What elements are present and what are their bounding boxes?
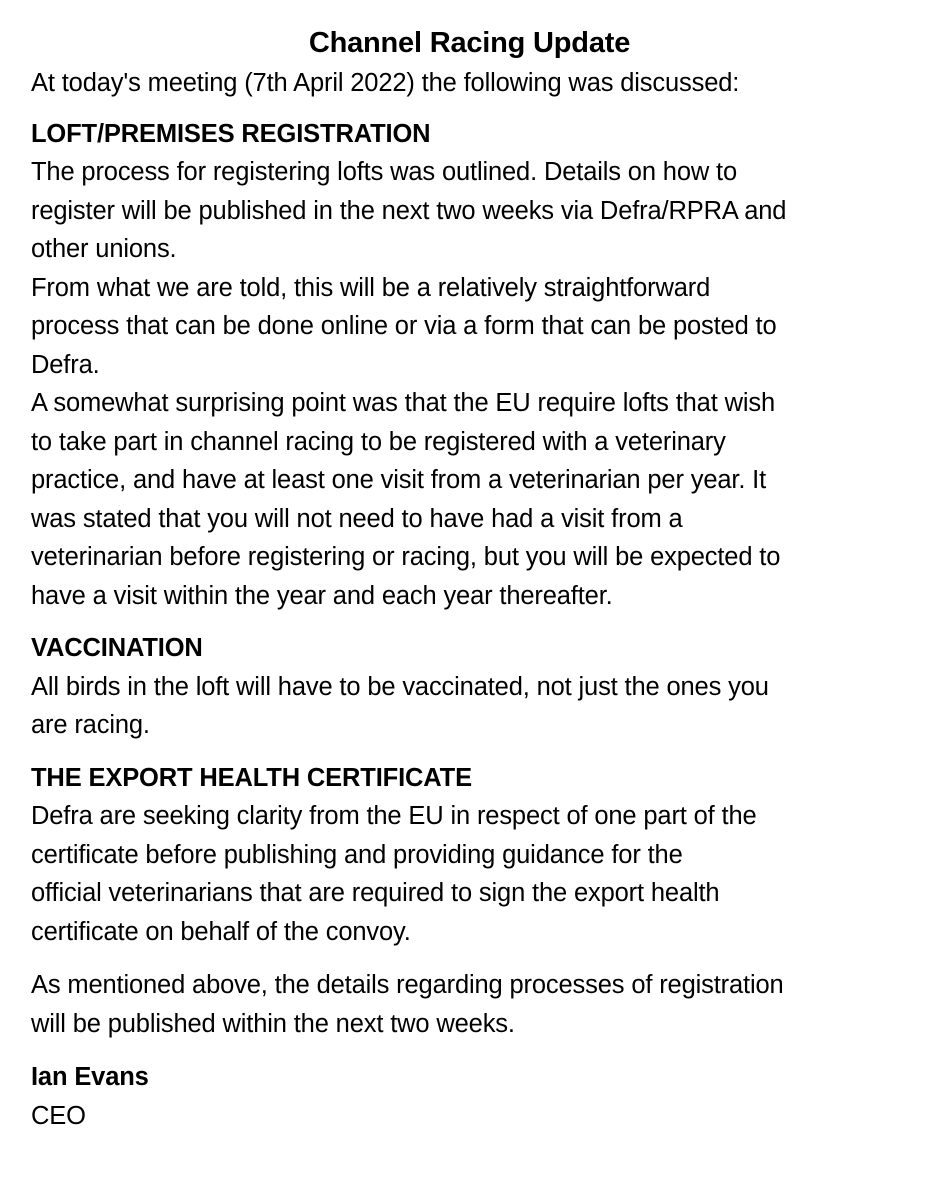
section-line: All birds in the loft will have to be vaccinated, not just the ones you [31, 672, 769, 701]
section-export-health-certificate [31, 759, 908, 952]
section-heading: THE EXPORT HEALTH CERTIFICATE [31, 763, 472, 792]
signature-role: CEO [31, 1101, 86, 1130]
section-vaccination [31, 629, 908, 745]
section-line: register will be published in the next two weeks via Defra/RPRA and [31, 196, 787, 225]
section-line: certificate before publishing and providing guidance for the [31, 840, 683, 869]
section-line: From what we are told, this will be a relatively straightforward [31, 273, 711, 302]
section-line: practice, and have at least one visit from a veterinarian per year. It [31, 466, 767, 494]
section-line: to take part in channel racing to be registered with a veterinary [31, 427, 726, 456]
closing-line: will be published within the next two weeks. [31, 1009, 515, 1038]
section-line: veterinarian before registering or racing, but you will be expected to [31, 543, 781, 571]
section-line: are racing. [31, 711, 150, 739]
section-line: have a visit within the year and each year thereafter. [31, 581, 613, 610]
section-line: A somewhat surprising point was that the EU require lofts that wish [31, 389, 775, 417]
section-line: Defra. [31, 350, 100, 379]
signature-name: Ian Evans [31, 1063, 149, 1091]
section-line: official veterinarians that are required to sign the export health [31, 879, 720, 907]
signature-block [31, 1058, 908, 1135]
section-line: other unions. [31, 235, 177, 263]
intro-text: At today's meeting (7th April 2022) the following was discussed: [31, 69, 740, 97]
section-line: process that can be done online or via a form that can be posted to [31, 312, 777, 340]
section-line: Defra are seeking clarity from the EU in respect of one part of the [31, 802, 757, 830]
closing-paragraph [31, 966, 908, 1043]
section-heading: LOFT/PREMISES REGISTRATION [31, 119, 431, 148]
section-loft-registration [31, 115, 908, 616]
section-line: was stated that you will not need to have had a visit from a [31, 504, 683, 533]
document-title: Channel Racing Update [308, 27, 631, 59]
closing-line: As mentioned above, the details regarding processes of registration [31, 971, 784, 999]
section-line: certificate on behalf of the convoy. [31, 917, 411, 946]
section-line: The process for registering lofts was outlined. Details on how to [31, 158, 738, 186]
section-heading: VACCINATION [31, 634, 203, 662]
